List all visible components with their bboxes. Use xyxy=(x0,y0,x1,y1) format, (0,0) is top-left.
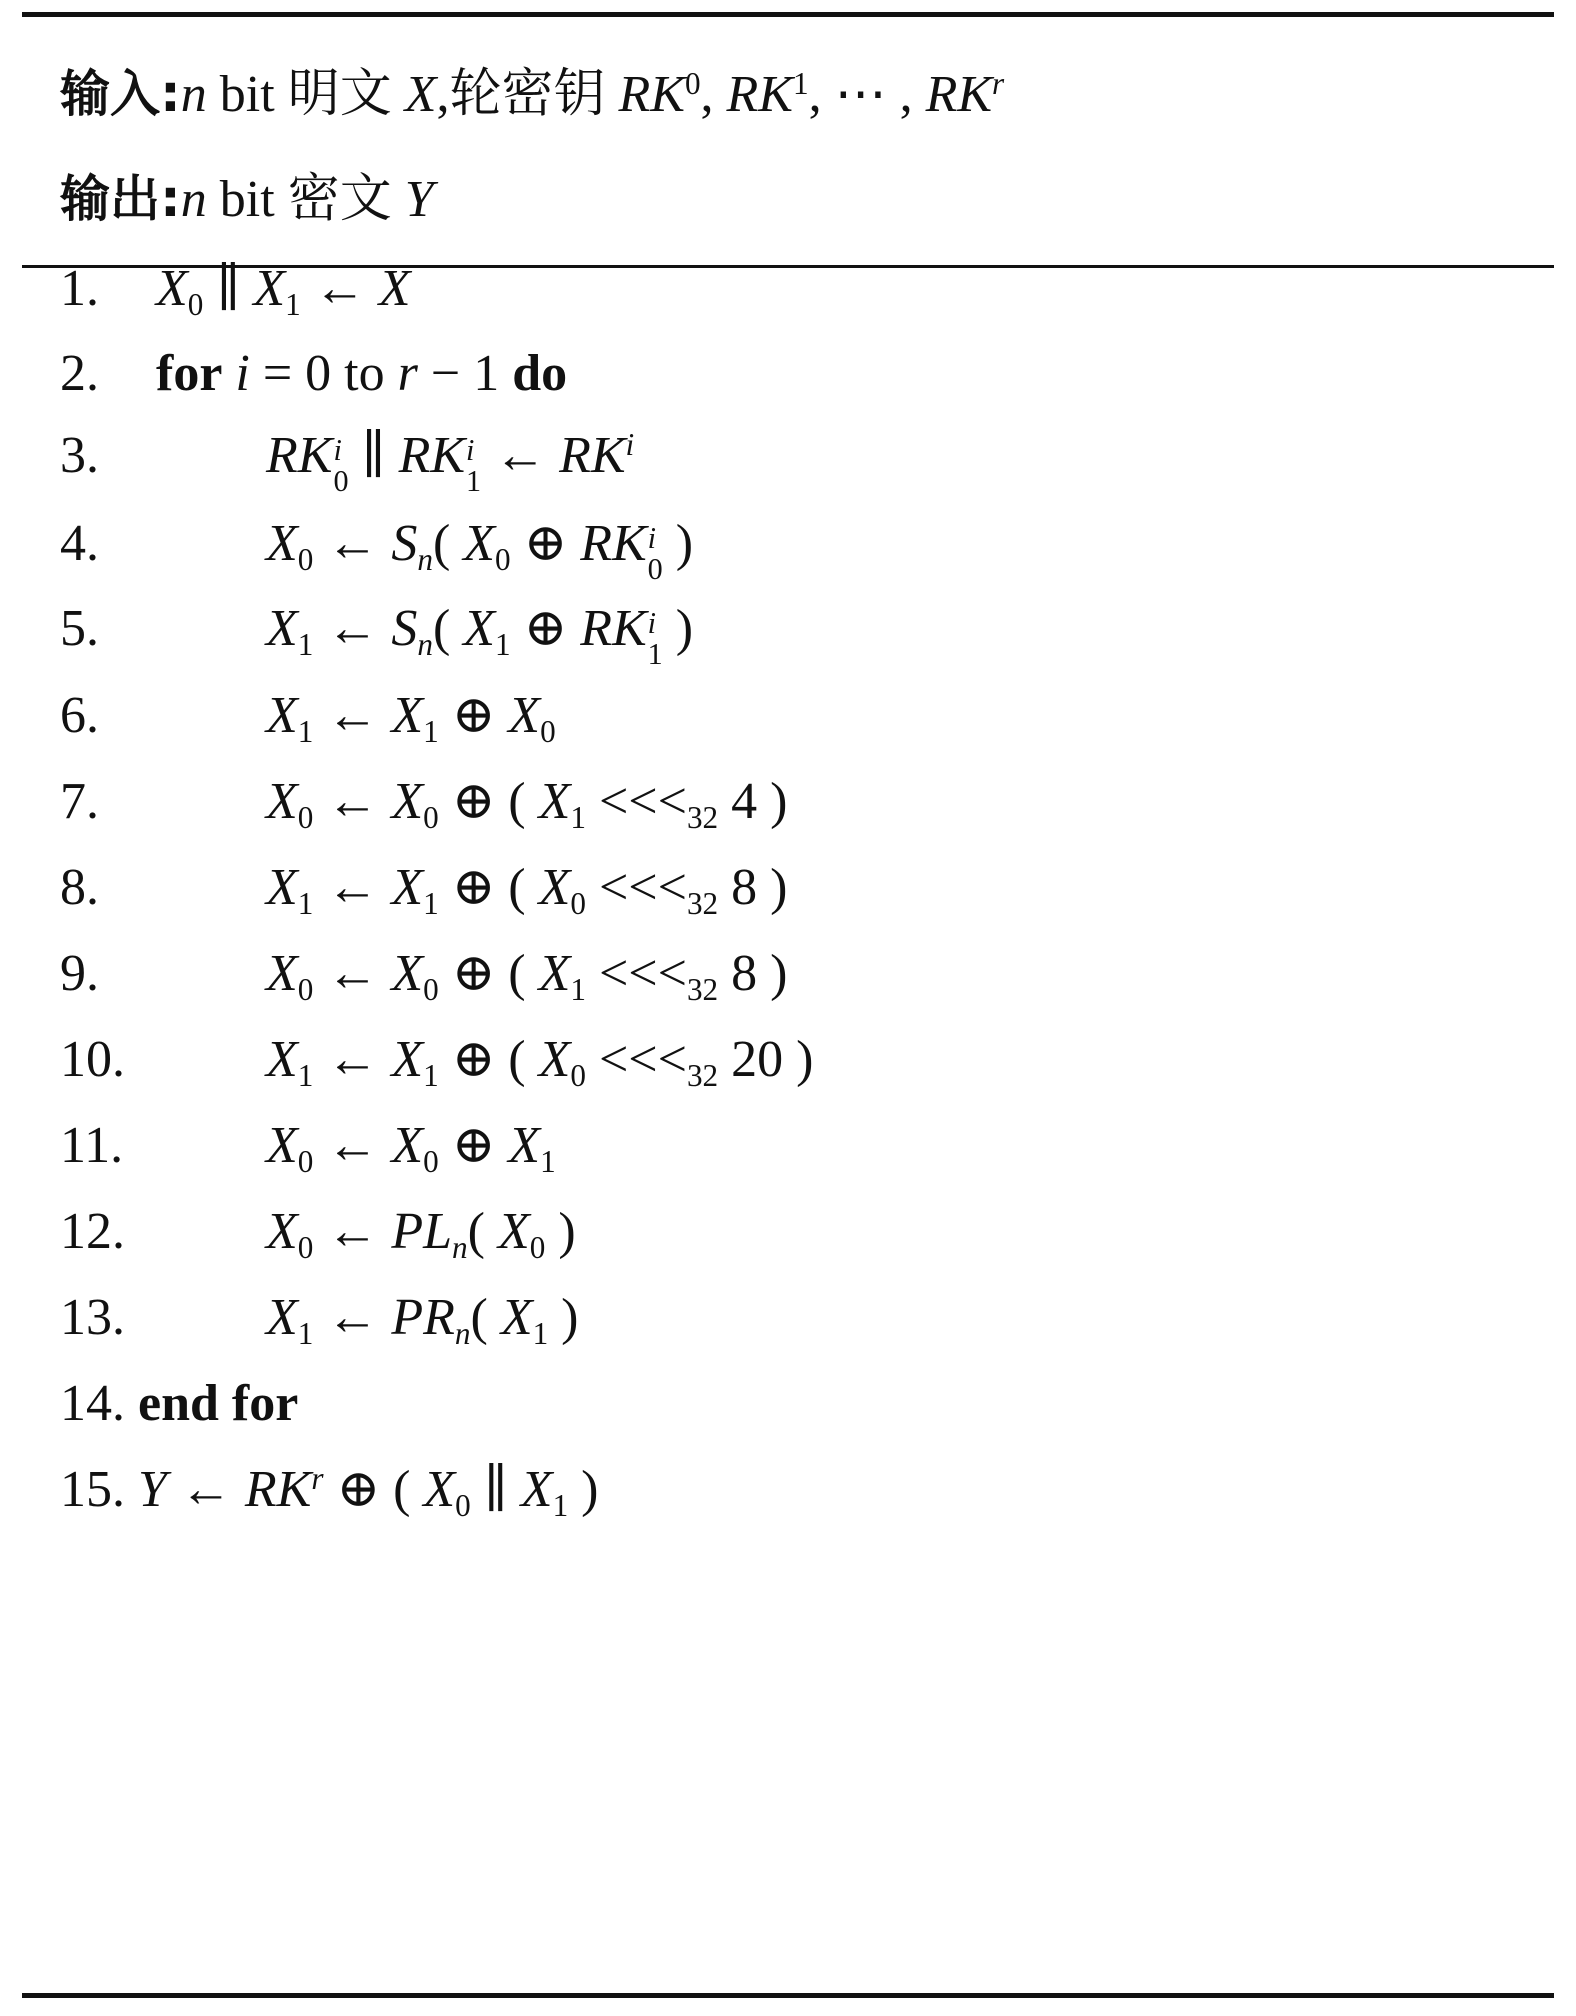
step-3: 3. RK i 0 ∥ RK i 1 ← $RK^i$ xyxy=(60,426,635,498)
top-rule xyxy=(22,12,1554,17)
step-7: 7. $X_0$ ← $X_0$ ⊕ ( $X_1 <<<_{32}$ 4 ) xyxy=(60,773,788,835)
step-4: 4. $X_0$ ← $S_n$( $X_0$ ⊕ RK i 0 ) xyxy=(60,515,694,586)
step-6: 6. $X_1$ ← $X_1$ ⊕ $X_0$ xyxy=(60,687,556,749)
step-8: 8. $X_1$ ← $X_1$ ⊕ ( $X_0 <<<_{32}$ 8 ) xyxy=(60,859,788,921)
step-15: 15. Y ← $RK^r$ ⊕ ( $X_0$ ∥ $X_1$ ) xyxy=(60,1460,599,1523)
step-10: 10. $X_1$ ← $X_1$ ⊕ ( $X_0 <<<_{32}$ 20 ) xyxy=(60,1031,814,1093)
step-9: 9. $X_0$ ← $X_0$ ⊕ ( $X_1 <<<_{32}$ 8 ) xyxy=(60,945,788,1007)
algorithm-input: 输入:n bit 明文 X,轮密钥 $RK^0$, $RK^1$, ⋯ , $RK^r$ xyxy=(60,64,1005,124)
bottom-rule xyxy=(22,1993,1554,1998)
output-label: 输出 xyxy=(60,170,160,228)
step-2: 2. for i = 0 to r − 1 do xyxy=(60,345,568,402)
step-12: 12. $X_0$ ← $PL_n$( $X_0$ ) xyxy=(60,1203,576,1265)
step-1: 1. $X_0$ ∥ $X_1$ ← X xyxy=(60,260,411,322)
step-5: 5. $X_1$ ← $S_n$( $X_1$ ⊕ RK i 1 ) xyxy=(60,600,694,671)
step-11: 11. $X_0$ ← $X_0$ ⊕ $X_1$ xyxy=(60,1117,556,1179)
step-14: 14. end for xyxy=(60,1375,299,1432)
step-13: 13. $X_1$ ← $PR_n$( $X_1$ ) xyxy=(60,1289,579,1351)
algorithm-output: 输出:n bit 密文 Y xyxy=(60,169,434,229)
input-label: 输入 xyxy=(60,65,160,123)
